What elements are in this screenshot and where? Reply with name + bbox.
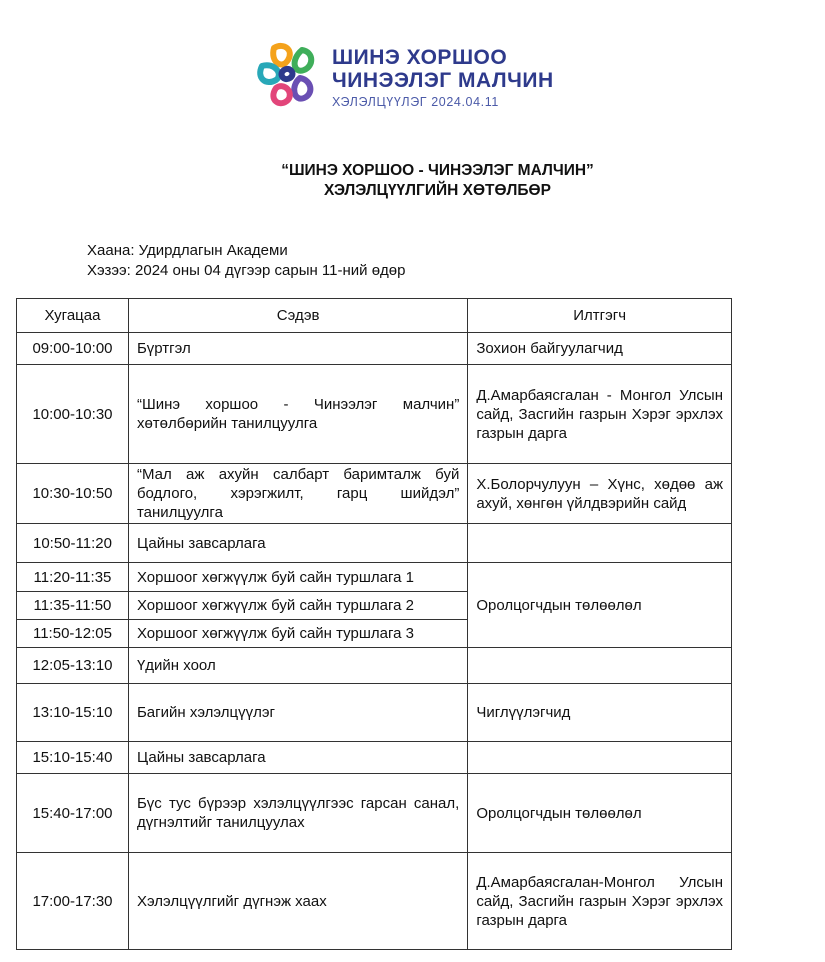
document-title-line2: ХЭЛЭЛЦҮҮЛГИЙН ХӨТӨЛБӨР	[324, 182, 551, 199]
time-cell: 12:05-13:10	[17, 648, 129, 684]
table-row	[17, 563, 732, 592]
topic-cell: Бүс тус бүрээр хэлэлцүүлгээс гарсан санал, дүгнэлтийг танилцуулах	[128, 774, 467, 853]
speaker-cell: Оролцогчдын төлөөлөл	[468, 563, 732, 648]
time-cell: 13:10-15:10	[17, 684, 129, 742]
topic-cell: Бүртгэл	[128, 333, 467, 365]
topic-cell: Цайны завсарлага	[128, 742, 467, 774]
topic-cell: Хоршоог хөгжүүлж буй сайн туршлага 1	[128, 563, 467, 592]
header-topic: Сэдэв	[128, 299, 467, 333]
event-logo	[254, 40, 554, 112]
topic-cell: “Шинэ хоршоо - Чинээлэг малчин” хөтөлбөрийн танилцуулга	[128, 365, 467, 464]
table-header-row	[17, 299, 732, 333]
speaker-cell: Оролцогчдын төлөөлөл	[468, 774, 732, 853]
table-row	[17, 853, 732, 950]
table-row	[17, 742, 732, 774]
speaker-cell	[468, 648, 732, 684]
topic-cell: Цайны завсарлага	[128, 524, 467, 563]
speaker-cell: Х.Болорчулуун – Хүнс, хөдөө аж ахуй, хөнгөн үйлдвэрийн сайд	[468, 464, 732, 524]
time-cell: 11:50-12:05	[17, 620, 129, 648]
topic-cell: Үдийн хоол	[128, 648, 467, 684]
table-row	[17, 365, 732, 464]
event-location: Хаана: Удирдлагын Академи	[87, 242, 288, 259]
topic-cell: Хоршоог хөгжүүлж буй сайн туршлага 3	[128, 620, 467, 648]
speaker-cell: Зохион байгуулагчид	[468, 333, 732, 365]
table-row	[17, 464, 732, 524]
time-cell: 15:10-15:40	[17, 742, 129, 774]
table-row	[17, 774, 732, 853]
time-cell: 11:20-11:35	[17, 563, 129, 592]
table-row	[17, 333, 732, 365]
speaker-cell: Чиглүүлэгчид	[468, 684, 732, 742]
time-cell: 11:35-11:50	[17, 592, 129, 620]
speaker-cell: Д.Амарбаясгалан - Монгол Улсын сайд, Засгийн газрын Хэрэг эрхлэх газрын дарга	[468, 365, 732, 464]
schedule-table	[16, 298, 732, 950]
topic-cell: Багийн хэлэлцүүлэг	[128, 684, 467, 742]
document-title-line1: “ШИНЭ ХОРШОО - ЧИНЭЭЛЭГ МАЛЧИН”	[281, 162, 594, 179]
header-speaker: Илтгэгч	[468, 299, 732, 333]
time-cell: 15:40-17:00	[17, 774, 129, 853]
table-row	[17, 684, 732, 742]
header-time: Хугацаа	[17, 299, 129, 333]
knot-logo-icon	[254, 40, 322, 108]
speaker-cell	[468, 524, 732, 563]
time-cell: 10:50-11:20	[17, 524, 129, 563]
speaker-cell: Д.Амарбаясгалан-Монгол Улсын сайд, Засгийн газрын Хэрэг эрхлэх газрын дарга	[468, 853, 732, 950]
speaker-cell	[468, 742, 732, 774]
table-row	[17, 524, 732, 563]
topic-cell: “Мал аж ахуйн салбарт баримталж буй бодлого, хэрэгжилт, гарц шийдэл” танилцуулга	[128, 464, 467, 524]
topic-cell: Хоршоог хөгжүүлж буй сайн туршлага 2	[128, 592, 467, 620]
logo-title-line1: ШИНЭ ХОРШОО	[332, 46, 508, 69]
time-cell: 10:00-10:30	[17, 365, 129, 464]
table-row	[17, 648, 732, 684]
time-cell: 09:00-10:00	[17, 333, 129, 365]
event-date: Хэзээ: 2024 оны 04 дүгээр сарын 11-ний өдөр	[87, 262, 406, 279]
time-cell: 17:00-17:30	[17, 853, 129, 950]
logo-title-line2: ЧИНЭЭЛЭГ МАЛЧИН	[332, 69, 554, 92]
logo-subtitle: ХЭЛЭЛЦҮҮЛЭГ 2024.04.11	[332, 95, 499, 109]
time-cell: 10:30-10:50	[17, 464, 129, 524]
topic-cell: Хэлэлцүүлгийг дүгнэж хаах	[128, 853, 467, 950]
